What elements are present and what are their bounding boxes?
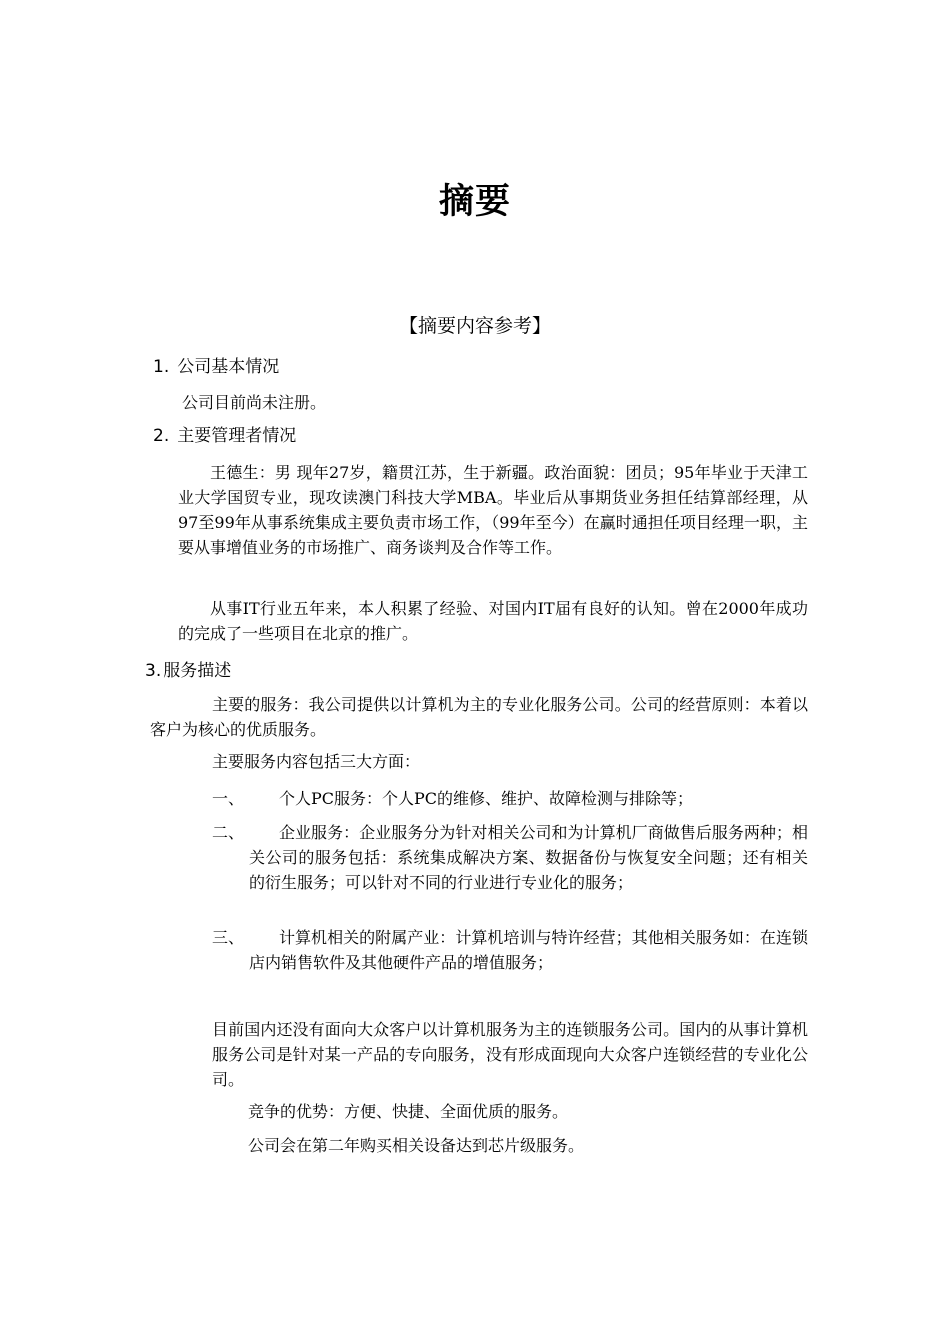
- section-2-heading: [153, 423, 296, 449]
- service-item-1-text: 个人PC服务：个人PC的维修、维护、故障检测与排除等；: [279, 789, 694, 808]
- section-3-paragraph-4: 竞争的优势：方便、快捷、全面优质的服务。: [248, 1102, 569, 1121]
- service-item-2-text: 企业服务：企业服务分为针对相关公司和为计算机厂商做售后服务两种；相关公司的服务包括：系统集成解决方案、数据备份与恢复安全问题；还有相关的衍生服务；可以针对不同的行业进行专业化的服务；: [249, 823, 808, 892]
- section-1-heading: [153, 354, 279, 380]
- section-1-text: 公司目前尚未注册。: [182, 393, 327, 412]
- section-3-heading: [145, 658, 231, 684]
- service-item-2: [212, 820, 808, 895]
- service-item-3: [212, 925, 808, 975]
- section-3-paragraph-2: 主要服务内容包括三大方面：: [212, 752, 421, 771]
- section-3-paragraph-1: 主要的服务：我公司提供以计算机为主的专业化服务公司。公司的经营原则：本着以客户为核心的优质服务。: [150, 695, 808, 739]
- service-item-3-text: 计算机相关的附属产业：计算机培训与特许经营；其他相关服务如：在连锁店内销售软件及其他硬件产品的增值服务；: [249, 928, 808, 972]
- page-subtitle: 【摘要内容参考】: [398, 315, 551, 337]
- section-1-number: 1.: [153, 357, 170, 377]
- page-title: 摘要: [438, 182, 511, 222]
- section-3-number: 3.: [145, 661, 162, 681]
- section-2-title: 主要管理者情况: [177, 426, 297, 446]
- section-3-paragraph-5: 公司会在第二年购买相关设备达到芯片级服务。: [248, 1136, 585, 1155]
- service-item-1: [212, 786, 808, 811]
- section-2-number: 2.: [153, 426, 170, 446]
- section-3-paragraph-3: 目前国内还没有面向大众客户以计算机服务为主的连锁服务公司。国内的从事计算机服务公司是针对某一产品的专向服务，没有形成面现向大众客户连锁经营的专业化公司。: [212, 1020, 808, 1089]
- section-1-title: 公司基本情况: [177, 357, 280, 377]
- service-item-2-marker: 二、: [212, 823, 245, 842]
- section-2-paragraph-1: 王德生：男 现年27岁，籍贯江苏，生于新疆。政治面貌：团员；95年毕业于天津工业大学国贸专业，现攻读澳门科技大学MBA。毕业后从事期货业务担任结算部经理，从97至99年从事系统集成主要负责市场工作，（99年至今）在赢时通担任项目经理一职，主要从事增值业务的市场推广、商务谈判及合作等工作。: [178, 463, 808, 557]
- service-item-3-marker: 三、: [212, 928, 245, 947]
- service-item-1-marker: 一、: [212, 789, 245, 808]
- section-2-paragraph-2: 从事IT行业五年来，本人积累了经验、对国内IT届有良好的认知。曾在2000年成功的完成了一些项目在北京的推广。: [178, 599, 808, 643]
- section-3-title: 服务描述: [163, 661, 232, 681]
